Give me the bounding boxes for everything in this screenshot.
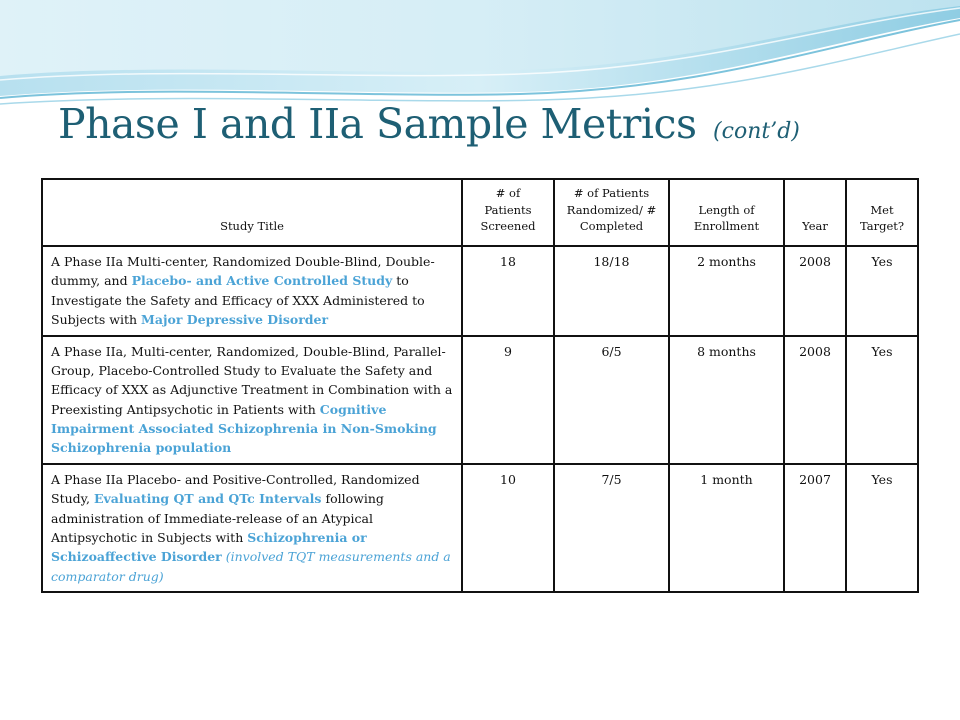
study-title-highlight: Major Depressive Disorder: [141, 312, 329, 328]
randomized-completed-cell: 7/5: [554, 464, 669, 592]
metrics-table: [41, 178, 919, 593]
randomized-completed-cell: 6/5: [554, 336, 669, 464]
study-title-text: A Phase IIa, Multi-center, Randomized, Double-Blind, Parallel-Group, Placebo-Controlled Study to Evaluate the Safety and Efficacy of XXX as Adjunctive Treatment in Combination with a Preexisting Antipsychotic in Patients with: [51, 343, 453, 417]
met-target-cell: Yes: [846, 336, 918, 464]
patients-screened-cell: 10: [462, 464, 554, 592]
study-title-text: to Investigate the Safety and Efficacy of XXX Administered to Subjects with: [51, 273, 425, 328]
table-header-row: [42, 179, 918, 246]
met-target-cell: Yes: [846, 464, 918, 592]
study-title-text: A Phase IIa Multi-center, Randomized Double-Blind, Double-dummy, and: [51, 254, 435, 289]
patients-screened-cell: 18: [462, 246, 554, 336]
year-cell: 2008: [784, 246, 846, 336]
study-title-note: (involved TQT measurements and a comparator drug): [51, 549, 451, 584]
enrollment-length-cell: 1 month: [669, 464, 784, 592]
table-row: [42, 246, 918, 336]
year-cell: 2008: [784, 336, 846, 464]
header-study-title: Study Title: [42, 179, 462, 246]
enrollment-length-cell: 8 months: [669, 336, 784, 464]
patients-screened-cell: 9: [462, 336, 554, 464]
enrollment-length-cell: 2 months: [669, 246, 784, 336]
header-randomized-completed: # of Patients Randomized/ # Completed: [554, 179, 669, 246]
header-patients-screened: # of Patients Screened: [462, 179, 554, 246]
table-row: [42, 464, 918, 592]
study-title-cell: [42, 336, 462, 464]
study-title-text: following administration of Immediate-release of an Atypical Antipsychotic in Subjects with: [51, 491, 384, 545]
slide-subtitle: (cont’d): [713, 119, 800, 144]
table-row: [42, 336, 918, 464]
study-title-highlight: Placebo- and Active Controlled Study: [131, 273, 393, 289]
header-length-of-enrollment: Length of Enrollment: [669, 179, 784, 246]
study-title-cell: [42, 246, 462, 336]
randomized-completed-cell: 18/18: [554, 246, 669, 336]
study-title-highlight: Evaluating QT and QTc Intervals: [94, 491, 322, 507]
met-target-cell: Yes: [846, 246, 918, 336]
slide-title: Phase I and IIa Sample Metrics (cont’d): [58, 100, 800, 148]
study-title-text: A Phase IIa Placebo- and Positive-Controlled, Randomized Study,: [51, 471, 420, 507]
header-met-target: Met Target?: [846, 179, 918, 246]
year-cell: 2007: [784, 464, 846, 592]
study-title-cell: [42, 464, 462, 592]
study-title-highlight: Cognitive Impairment Associated Schizophrenia in Non-Smoking Schizophrenia population: [51, 401, 437, 456]
header-year: Year: [784, 179, 846, 246]
study-title-highlight: Schizophrenia or Schizoaffective Disorder: [51, 529, 367, 565]
